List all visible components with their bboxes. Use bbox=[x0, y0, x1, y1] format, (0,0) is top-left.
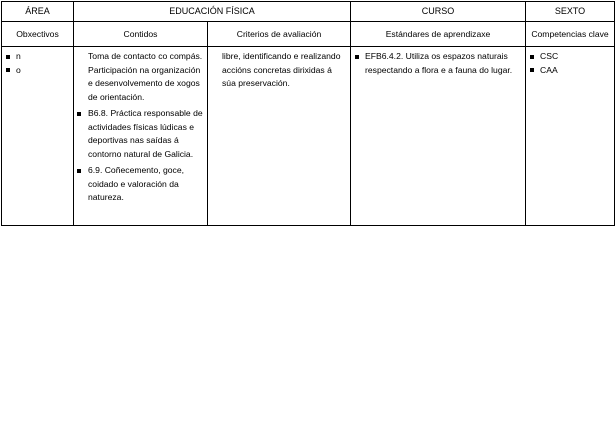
column-header-contidos: Contidos bbox=[74, 22, 208, 47]
estandar-text: EFB6.4.2. Utiliza os espazos naturais respectando a flora e a fauna do lugar. bbox=[365, 51, 513, 75]
list-item bbox=[74, 107, 207, 161]
estandares-list bbox=[351, 50, 525, 77]
column-header-competencias: Competencias clave bbox=[526, 22, 615, 47]
contidos-intro: Toma de contacto co compás. Participación na organización e desenvolvemento de xogos de orientación. bbox=[88, 51, 203, 102]
column-header-row bbox=[2, 22, 615, 47]
obxectivos-cell bbox=[2, 47, 74, 226]
obxectivo-text: o bbox=[16, 64, 21, 75]
bullet-square-icon bbox=[77, 112, 81, 116]
competencia-text: CSC bbox=[540, 51, 559, 61]
area-value: EDUCACIÓN FÍSICA bbox=[74, 2, 351, 22]
obxectivo-text: n bbox=[16, 51, 21, 61]
bullet-square-icon bbox=[355, 55, 359, 59]
list-item bbox=[526, 64, 614, 78]
curriculum-table bbox=[1, 1, 615, 226]
list-item bbox=[74, 164, 207, 205]
header-row bbox=[2, 2, 615, 22]
contidos-cell bbox=[74, 47, 208, 226]
column-header-estandares: Estándares de aprendizaxe bbox=[351, 22, 526, 47]
list-item bbox=[351, 50, 525, 77]
column-header-obxectivos: Obxectivos bbox=[2, 22, 74, 47]
list-item bbox=[2, 50, 73, 64]
obxectivos-list bbox=[2, 50, 73, 77]
criterio-text: libre, identificando e realizando accións concretas dirixidas á súa preservación. bbox=[222, 51, 341, 88]
bullet-square-icon bbox=[6, 68, 10, 72]
bullet-square-icon bbox=[530, 55, 534, 59]
competencias-cell bbox=[526, 47, 615, 226]
estandares-cell bbox=[351, 47, 526, 226]
curso-label: CURSO bbox=[351, 2, 526, 22]
contidos-list bbox=[74, 107, 207, 205]
list-item bbox=[526, 50, 614, 64]
area-label: ÁREA bbox=[2, 2, 74, 22]
competencias-list bbox=[526, 50, 614, 77]
column-header-criterios: Criterios de avaliación bbox=[208, 22, 351, 47]
table-row bbox=[2, 47, 615, 226]
bullet-square-icon bbox=[77, 169, 81, 173]
contido-text: B6.8. Práctica responsable de actividades físicas lúdicas e deportivas nas saídas á contorno natural de Galicia. bbox=[88, 108, 203, 159]
contido-text: 6.9. Coñecemento, goce, coidado e valoración da natureza. bbox=[88, 165, 185, 202]
list-item bbox=[2, 64, 73, 78]
bullet-square-icon bbox=[6, 55, 10, 59]
bullet-square-icon bbox=[530, 68, 534, 72]
criterios-cell bbox=[208, 47, 351, 226]
curso-value: SEXTO bbox=[526, 2, 615, 22]
competencia-text: CAA bbox=[540, 64, 558, 75]
